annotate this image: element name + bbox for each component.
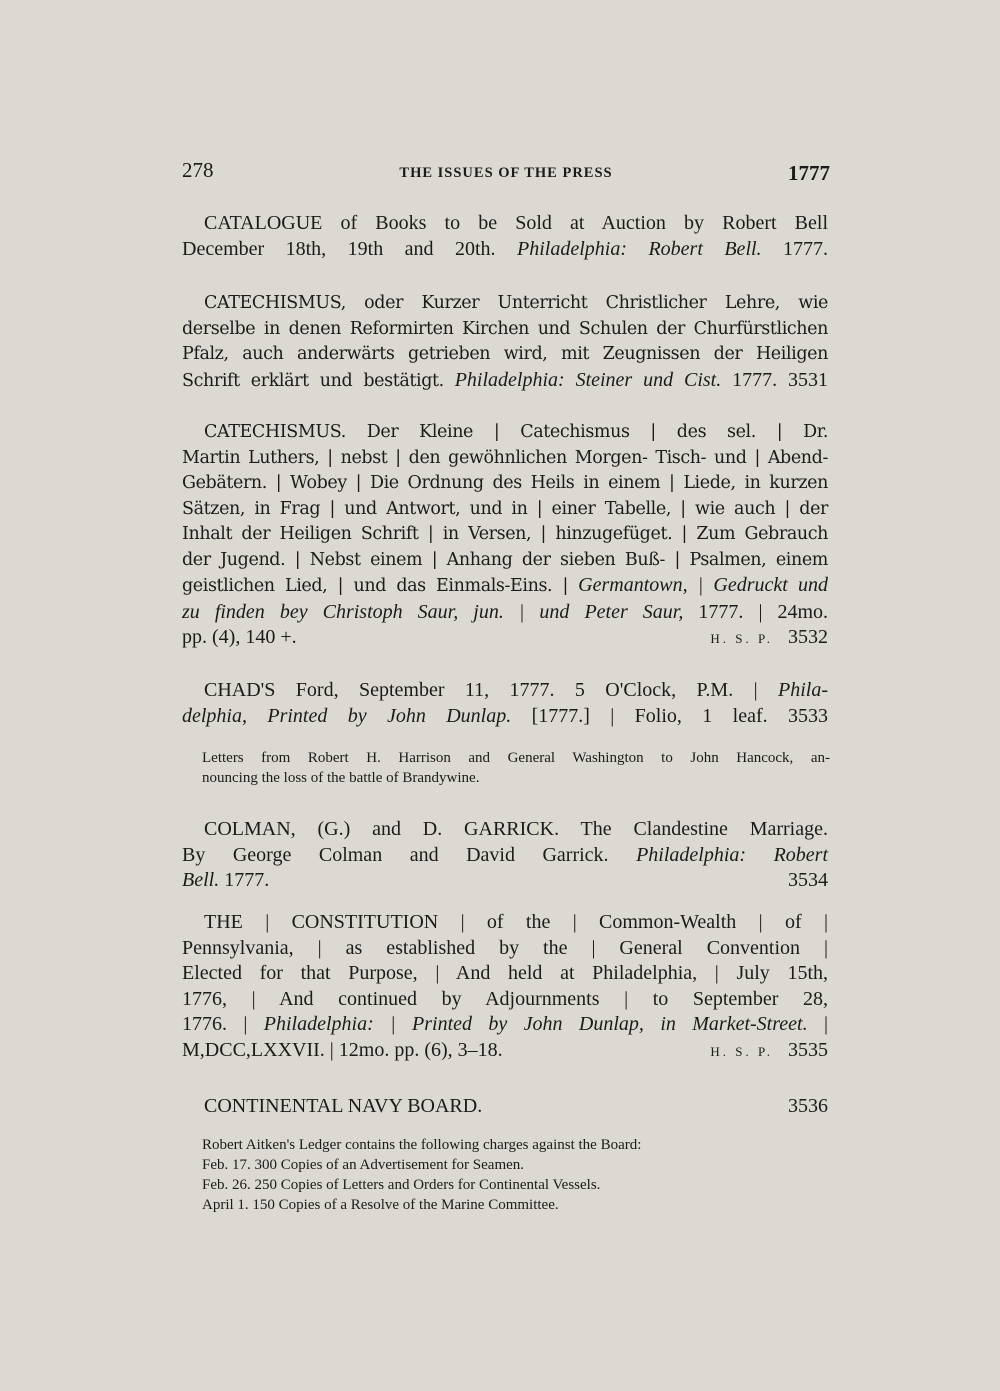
entry-line: 1776. | Philadelphia: | Printed by John Dunlap, in Market-Street. | [182, 1013, 828, 1035]
entry-line: THE | CONSTITUTION | of the | Common-Wealth | of | [204, 911, 828, 933]
note-line: Robert Aitken's Ledger contains the following charges against the Board: [202, 1137, 642, 1153]
location-mark: H. S. P. [710, 1043, 773, 1059]
entry-line: Gebätern. | Wobey | Die Ordnung des Heils in einem | Liede, in kurzen [182, 473, 828, 493]
entry-line: CONTINENTAL NAVY BOARD. 3536 [182, 1094, 828, 1120]
entry-chads-ford-3533 [182, 678, 828, 729]
entry-line: derselbe in denen Reformirten Kirchen und Schulen der Churfürstlichen [182, 318, 828, 339]
entry-line: Pfalz, auch anderwärts getrieben wird, mit Zeugnissen der Heiligen [182, 344, 828, 364]
note-chads-ford [202, 748, 830, 788]
entry-line: CHAD'S Ford, September 11, 1777. 5 O'Clock, P.M. | Phila- [204, 679, 828, 701]
note-line: Letters from Robert H. Harrison and General Washington to John Hancock, an- [202, 750, 830, 766]
note-line: Feb. 17. 300 Copies of an Advertisement for Seamen. [202, 1157, 525, 1173]
location-mark: H. S. P. [710, 631, 773, 646]
entry-line: Elected for that Purpose, | And held at Philadelphia, | July 15th, [182, 962, 828, 984]
page-number: 278 [182, 158, 214, 182]
entry-line: Bell. 1777. 3534 [182, 868, 828, 894]
entry-line: December 18th, 19th and 20th. Philadelphia: Robert Bell. 1777. [182, 237, 829, 260]
entry-line: CATECHISMUS. Der Kleine | Catechismus | des sel. | Dr. [204, 422, 828, 442]
note-line: Feb. 26. 250 Copies of Letters and Orders for Continental Vessels. [202, 1177, 601, 1193]
entry-line: 1776, | And continued by Adjournments | to September 28, [182, 987, 828, 1010]
entry-line: der Jugend. | Nebst einem | Anhang der sieben Buß- | Psalmen, einem [182, 549, 828, 570]
entry-line: Inhalt der Heiligen Schrift | in Versen, | hinzugefüget. | Zum Gebrauch [182, 524, 828, 544]
entry-number: 3535 [788, 1038, 828, 1061]
note-line: nouncing the loss of the battle of Brandywine. [202, 770, 480, 786]
running-title: THE ISSUES OF THE PRESS [399, 165, 613, 181]
entry-colman-3534 [182, 817, 828, 894]
entry-line: pp. (4), 140 +. H. S. P. 3532 [182, 626, 828, 648]
entry-line: geistlichen Lied, | und das Einmals-Eins. | Germantown, | Gedruckt und [182, 574, 828, 596]
entry-line: M,DCC,LXXVII. | 12mo. pp. (6), 3–18. H. S. P. 3535 [182, 1038, 828, 1061]
entry-line: delphia, Printed by John Dunlap. [1777.] | Folio, 1 leaf. 3533 [182, 704, 829, 727]
entry-line: Martin Luthers, | nebst | den gewöhnlichen Morgen- Tisch- und | Abend- [182, 447, 828, 468]
entry-catechismus-3532 [182, 420, 828, 652]
entry-line: zu finden bey Christoph Saur, jun. | und Peter Saur, 1777. | 24mo. [182, 600, 829, 623]
note-navy-board [202, 1135, 830, 1215]
entry-line: COLMAN, (G.) and D. GARRICK. The Clandestine Marriage. [204, 818, 828, 840]
entry-number: 3533 [788, 704, 829, 727]
entry-constitution-3535 [182, 910, 828, 1064]
entry-navy-board-3536 [182, 1094, 828, 1120]
entry-catechismus-3531 [182, 291, 828, 394]
note-line: April 1. 150 Copies of a Resolve of the Marine Committee. [202, 1197, 559, 1213]
entry-line: Sätzen, in Frag | und Antwort, und in | einer Tabelle, | wie auch | der [182, 498, 828, 519]
entry-line: Schrift erklärt und bestätigt. Philadelphia: Steiner und Cist. 1777. 3531 [182, 368, 829, 391]
entry-line: CATECHISMUS, oder Kurzer Unterricht Christlicher Lehre, wie [204, 293, 828, 313]
entry-number: 3536 [788, 1095, 828, 1117]
entry-line: By George Colman and David Garrick. Philadelphia: Robert [182, 843, 829, 866]
entry-number: 3531 [788, 368, 829, 391]
entry-line: Pennsylvania, | as established by the | General Convention | [182, 936, 828, 959]
entry-line: CATALOGUE of Books to be Sold at Auction by Robert Bell [204, 212, 828, 234]
entry-catalogue [182, 211, 828, 262]
entry-number: 3534 [788, 869, 828, 891]
page-year: 1777 [788, 161, 830, 185]
page-header [182, 158, 830, 192]
entry-number: 3532 [788, 626, 828, 648]
